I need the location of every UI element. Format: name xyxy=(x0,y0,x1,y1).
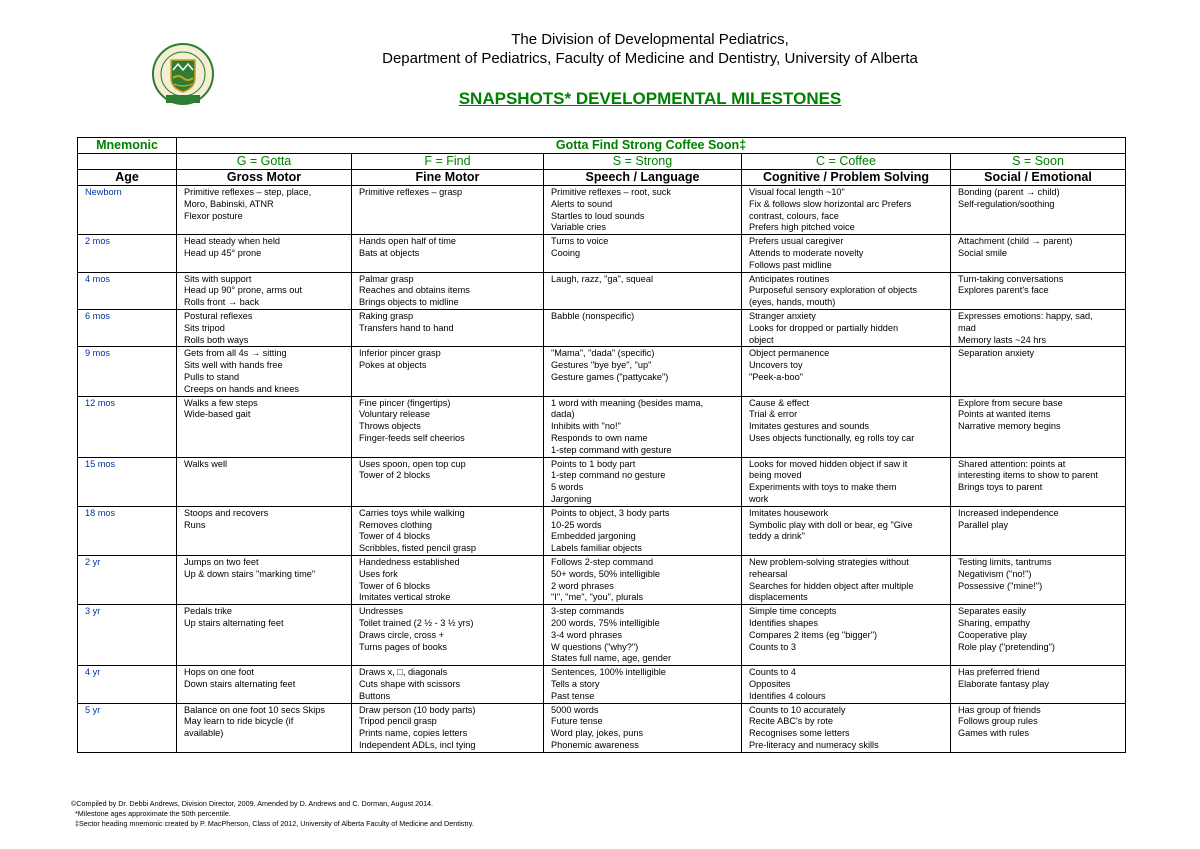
milestone-item: 1-step command no gesture xyxy=(551,470,666,481)
milestone-item: Anticipates routines xyxy=(749,273,830,284)
milestone-item: Searches for hidden object after multiple xyxy=(749,580,914,591)
age-cell: 18 mos xyxy=(78,506,177,555)
domain-cognitive: Cognitive / Problem Solving xyxy=(742,170,951,186)
milestone-item: 5000 words xyxy=(551,704,599,715)
milestone-item: Separates easily xyxy=(958,606,1026,617)
milestone-item: 3-step commands xyxy=(551,606,625,617)
milestone-item: Uses objects functionally, eg rolls toy car xyxy=(749,432,915,443)
milestone-item: Head steady when held xyxy=(184,236,281,247)
milestone-item: Recite ABC's by rote xyxy=(749,716,833,727)
letter-gross: G = Gotta xyxy=(177,154,352,170)
cognitive-cell xyxy=(742,506,951,555)
milestone-item: Laugh, razz, "ga", squeal xyxy=(551,273,654,284)
milestone-item: Finger-feeds self cheerios xyxy=(359,432,465,443)
milestone-item: Explore from secure base xyxy=(958,397,1063,408)
milestone-item: Jargoning xyxy=(551,493,592,504)
milestone-row xyxy=(78,309,1126,346)
speech-cell xyxy=(544,555,742,604)
milestone-item: Has preferred friend xyxy=(958,667,1040,678)
milestone-item: Alerts to sound xyxy=(551,198,613,209)
milestone-item: Parallel play xyxy=(958,519,1009,530)
speech-cell xyxy=(544,506,742,555)
milestone-item: dada) xyxy=(551,409,575,420)
age-cell: 5 yr xyxy=(78,703,177,752)
fine-cell xyxy=(352,309,544,346)
milestone-item: Turn-taking conversations xyxy=(958,273,1064,284)
milestone-item: 1 word with meaning (besides mama, xyxy=(551,397,704,408)
age-header: Age xyxy=(78,170,177,186)
milestone-item: Moro, Babinski, ATNR xyxy=(184,198,274,209)
fine-cell xyxy=(352,272,544,309)
milestone-item: Explores parent's face xyxy=(958,285,1049,296)
milestone-item: Prefers high pitched voice xyxy=(749,222,855,233)
age-cell: 9 mos xyxy=(78,347,177,396)
milestone-item: 50+ words, 50% intelligible xyxy=(551,568,661,579)
milestone-item: Up & down stairs "marking time" xyxy=(184,568,316,579)
milestone-item: Responds to own name xyxy=(551,432,648,443)
milestone-item: Counts to 10 accurately xyxy=(749,704,846,715)
milestone-item: Uncovers toy xyxy=(749,360,803,371)
milestone-item: Draws x, □, diagonals xyxy=(359,667,448,678)
milestone-row xyxy=(78,347,1126,396)
fine-cell xyxy=(352,396,544,457)
milestone-item: Throws objects xyxy=(359,421,421,432)
milestone-item: Independent ADLs, incl tying xyxy=(359,739,476,750)
milestone-item: 3-4 word phrases xyxy=(551,629,622,640)
milestone-item: Points to object, 3 body parts xyxy=(551,507,670,518)
fine-cell xyxy=(352,457,544,506)
cognitive-cell xyxy=(742,186,951,235)
milestone-item: Sharing, empathy xyxy=(958,617,1031,628)
social-cell xyxy=(951,272,1126,309)
milestone-item: Scribbles, fisted pencil grasp xyxy=(359,543,476,554)
milestone-item: available) xyxy=(184,728,224,739)
milestone-item: Recognises some letters xyxy=(749,728,850,739)
milestone-item: Role play ("pretending") xyxy=(958,641,1055,652)
milestone-item: Rolls both ways xyxy=(184,334,249,345)
age-cell: 2 yr xyxy=(78,555,177,604)
milestone-row xyxy=(78,396,1126,457)
milestone-item: Sits well with hands free xyxy=(184,360,283,371)
fine-cell xyxy=(352,605,544,666)
milestone-item: Has group of friends xyxy=(958,704,1041,715)
milestone-item: Flexor posture xyxy=(184,210,243,221)
cognitive-cell xyxy=(742,605,951,666)
milestone-item: Draws circle, cross + xyxy=(359,629,444,640)
gross-cell xyxy=(177,396,352,457)
gross-cell xyxy=(177,347,352,396)
social-cell xyxy=(951,347,1126,396)
speech-cell xyxy=(544,457,742,506)
milestone-item: Gets from all 4s → sitting xyxy=(184,348,287,359)
milestone-item: Postural reflexes xyxy=(184,310,253,321)
age-cell: Newborn xyxy=(78,186,177,235)
milestone-item: Brings toys to parent xyxy=(958,482,1043,493)
milestone-item: Elaborate fantasy play xyxy=(958,678,1049,689)
age-cell: 6 mos xyxy=(78,309,177,346)
milestone-item: Transfers hand to hand xyxy=(359,322,454,333)
milestone-item: being moved xyxy=(749,470,802,481)
milestone-item: Turns to voice xyxy=(551,236,609,247)
milestone-item: Imitates vertical stroke xyxy=(359,592,451,603)
milestone-item: teddy a drink" xyxy=(749,531,805,542)
fine-cell xyxy=(352,235,544,272)
cognitive-cell xyxy=(742,703,951,752)
milestone-item: Bonding (parent → child) xyxy=(958,187,1060,197)
cognitive-cell xyxy=(742,396,951,457)
milestone-item: Brings objects to midline xyxy=(359,297,459,308)
milestone-row xyxy=(78,605,1126,666)
gross-cell xyxy=(177,309,352,346)
milestone-item: Labels familiar objects xyxy=(551,543,642,554)
letters-blank-cell xyxy=(78,154,177,170)
milestone-item: Jumps on two feet xyxy=(184,556,259,567)
milestone-item: Embedded jargoning xyxy=(551,531,636,542)
milestone-item: Tripod pencil grasp xyxy=(359,716,437,727)
milestone-item: 2 word phrases xyxy=(551,580,614,591)
milestone-item: rehearsal xyxy=(749,568,788,579)
milestone-item: States full name, age, gender xyxy=(551,653,672,664)
milestone-item: Identifies shapes xyxy=(749,617,818,628)
gross-cell xyxy=(177,506,352,555)
milestone-item: interesting items to show to parent xyxy=(958,470,1098,481)
header-department: Department of Pediatrics, Faculty of Medicine and Dentistry, University of Alberta xyxy=(382,50,918,67)
milestone-item: Object permanence xyxy=(749,348,830,359)
speech-cell xyxy=(544,605,742,666)
social-cell xyxy=(951,666,1126,703)
milestone-item: Hands open half of time xyxy=(359,236,457,247)
milestone-item: Visual focal length ~10" xyxy=(749,187,845,197)
milestone-item: Turns pages of books xyxy=(359,641,448,652)
milestone-item: Inferior pincer grasp xyxy=(359,348,441,359)
milestone-row xyxy=(78,506,1126,555)
milestone-item: Word play, jokes, puns xyxy=(551,728,644,739)
letter-speech: S = Strong xyxy=(544,154,742,170)
milestone-item: Compares 2 items (eg "bigger") xyxy=(749,629,878,640)
mnemonic-phrase: Gotta Find Strong Coffee Soon‡ xyxy=(177,138,1126,154)
milestone-item: "I", "me", "you", plurals xyxy=(551,592,644,603)
milestone-item: Bats at objects xyxy=(359,247,420,258)
milestone-item: Uses fork xyxy=(359,568,398,579)
milestone-item: Removes clothing xyxy=(359,519,433,530)
milestone-item: Pre-literacy and numeracy skills xyxy=(749,739,879,750)
milestone-item: displacements xyxy=(749,592,808,603)
milestone-item: Tower of 6 blocks xyxy=(359,580,430,591)
social-cell xyxy=(951,457,1126,506)
milestone-row xyxy=(78,457,1126,506)
milestone-item: Babble (nonspecific) xyxy=(551,310,635,321)
speech-cell xyxy=(544,396,742,457)
footer-credit: ©Compiled by Dr. Debbi Andrews, Division Director, 2009. Amended by D. Andrews and C. Dorman, August 2014. xyxy=(71,799,434,808)
milestone-item: Symbolic play with doll or bear, eg "Give xyxy=(749,519,913,530)
milestone-item: Walks a few steps xyxy=(184,397,258,408)
milestone-item: Primitive reflexes – grasp xyxy=(359,187,463,197)
milestone-item: Wide-based gait xyxy=(184,409,251,420)
milestone-item: Simple time concepts xyxy=(749,606,837,617)
gross-cell xyxy=(177,703,352,752)
milestone-item: Follows group rules xyxy=(958,716,1038,727)
milestone-item: Buttons xyxy=(359,690,391,701)
social-cell xyxy=(951,186,1126,235)
social-cell xyxy=(951,506,1126,555)
milestone-item: Follows past midline xyxy=(749,259,832,270)
milestone-item: Tower of 2 blocks xyxy=(359,470,430,481)
milestone-item: Attachment (child → parent) xyxy=(958,236,1073,247)
milestone-item: 5 words xyxy=(551,482,584,493)
age-cell: 15 mos xyxy=(78,457,177,506)
milestone-item: Shared attention: points at xyxy=(958,458,1066,469)
milestone-item: Counts to 3 xyxy=(749,641,796,652)
milestone-item: Draw person (10 body parts) xyxy=(359,704,476,715)
milestone-item: work xyxy=(749,493,769,504)
milestone-item: Inhibits with "no!" xyxy=(551,421,621,432)
social-cell xyxy=(951,235,1126,272)
gross-cell xyxy=(177,666,352,703)
milestone-item: Counts to 4 xyxy=(749,667,796,678)
milestone-item: Creeps on hands and knees xyxy=(184,383,299,394)
footer-mnemonic-note: ‡Sector heading mnemonic created by P. MacPherson, Class of 2012, University of Alberta Faculty of Medicine and Dentistry. xyxy=(75,819,474,828)
header-division: The Division of Developmental Pediatrics, xyxy=(511,31,789,48)
mnemonic-row xyxy=(78,138,1126,154)
milestone-item: Up stairs alternating feet xyxy=(184,617,284,628)
social-cell xyxy=(951,309,1126,346)
cognitive-cell xyxy=(742,457,951,506)
milestone-item: W questions ("why?") xyxy=(551,641,639,652)
milestone-item: Prints name, copies letters xyxy=(359,728,468,739)
milestone-item: Increased independence xyxy=(958,507,1059,518)
milestone-item: 200 words, 75% intelligible xyxy=(551,617,660,628)
gross-cell xyxy=(177,272,352,309)
milestone-item: "Mama", "dada" (specific) xyxy=(551,348,655,359)
milestone-item: Cuts shape with scissors xyxy=(359,678,461,689)
milestone-item: Hops on one foot xyxy=(184,667,254,678)
milestone-item: Phonemic awareness xyxy=(551,739,639,750)
social-cell xyxy=(951,605,1126,666)
milestone-item: Pulls to stand xyxy=(184,371,240,382)
milestone-item: 1-step command with gesture xyxy=(551,444,672,455)
cognitive-cell xyxy=(742,309,951,346)
milestone-item: Negativism ("no!") xyxy=(958,568,1032,579)
milestone-item: Cooing xyxy=(551,247,581,258)
gross-cell xyxy=(177,555,352,604)
milestones-table xyxy=(77,137,1126,753)
age-cell: 4 yr xyxy=(78,666,177,703)
cognitive-cell xyxy=(742,347,951,396)
age-cell: 12 mos xyxy=(78,396,177,457)
milestone-item: Sits tripod xyxy=(184,322,225,333)
domain-fine-motor: Fine Motor xyxy=(352,170,544,186)
milestone-item: Cooperative play xyxy=(958,629,1027,640)
letter-fine: F = Find xyxy=(352,154,544,170)
milestone-item: 10-25 words xyxy=(551,519,602,530)
milestone-item: Gestures "bye bye", "up" xyxy=(551,360,652,371)
milestone-item: Past tense xyxy=(551,690,595,701)
milestone-item: Tower of 4 blocks xyxy=(359,531,430,542)
milestone-item: Primitive reflexes – root, suck xyxy=(551,187,671,197)
milestone-item: mad xyxy=(958,322,976,333)
cognitive-cell xyxy=(742,235,951,272)
milestone-item: Tells a story xyxy=(551,678,600,689)
cognitive-cell xyxy=(742,666,951,703)
fine-cell xyxy=(352,186,544,235)
speech-cell xyxy=(544,347,742,396)
milestone-item: Cause & effect xyxy=(749,397,810,408)
milestone-item: Carries toys while walking xyxy=(359,507,465,518)
fine-cell xyxy=(352,666,544,703)
milestone-item: "Peek-a-boo" xyxy=(749,371,804,382)
age-cell: 2 mos xyxy=(78,235,177,272)
milestone-item: Runs xyxy=(184,519,206,530)
milestone-item: Looks for dropped or partially hidden xyxy=(749,322,899,333)
letters-row xyxy=(78,154,1126,170)
milestone-item: Voluntary release xyxy=(359,409,430,420)
fine-cell xyxy=(352,506,544,555)
milestone-item: Primitive reflexes – step, place, xyxy=(184,187,312,197)
speech-cell xyxy=(544,703,742,752)
milestone-item: Possessive ("mine!") xyxy=(958,580,1043,591)
milestone-item: Attends to moderate novelty xyxy=(749,247,864,258)
age-cell: 4 mos xyxy=(78,272,177,309)
milestone-item: Sentences, 100% intelligible xyxy=(551,667,666,678)
milestone-item: Fine pincer (fingertips) xyxy=(359,397,451,408)
footer-milestone-note: *Milestone ages approximate the 50th percentile. xyxy=(75,809,231,818)
milestone-item: Stoops and recovers xyxy=(184,507,269,518)
milestone-item: Toilet trained (2 ½ - 3 ½ yrs) xyxy=(359,617,474,628)
milestone-item: Raking grasp xyxy=(359,310,414,321)
speech-cell xyxy=(544,186,742,235)
cognitive-cell xyxy=(742,272,951,309)
fine-cell xyxy=(352,703,544,752)
gross-cell xyxy=(177,457,352,506)
milestone-item: Games with rules xyxy=(958,728,1029,739)
domain-gross-motor: Gross Motor xyxy=(177,170,352,186)
milestone-row xyxy=(78,235,1126,272)
milestone-item: Palmar grasp xyxy=(359,273,414,284)
mnemonic-label: Mnemonic xyxy=(78,138,177,154)
milestone-item: Points to 1 body part xyxy=(551,458,636,469)
milestone-item: May learn to ride bicycle (if xyxy=(184,716,294,727)
milestone-item: Points at wanted items xyxy=(958,409,1051,420)
cognitive-cell xyxy=(742,555,951,604)
milestone-item: Trial & error xyxy=(749,409,798,420)
milestone-item: Balance on one foot 10 secs Skips xyxy=(184,704,325,715)
milestone-item: Stranger anxiety xyxy=(749,310,816,321)
milestone-item: New problem-solving strategies without xyxy=(749,556,909,567)
milestone-item: Prefers usual caregiver xyxy=(749,236,844,247)
milestone-item: contrast, colours, face xyxy=(749,210,839,221)
gross-cell xyxy=(177,605,352,666)
social-cell xyxy=(951,396,1126,457)
milestone-item: Narrative memory begins xyxy=(958,421,1061,432)
milestone-item: Imitates gestures and sounds xyxy=(749,421,870,432)
milestone-item: Gesture games ("pattycake") xyxy=(551,371,669,382)
speech-cell xyxy=(544,235,742,272)
milestone-item: Future tense xyxy=(551,716,603,727)
speech-cell xyxy=(544,309,742,346)
milestone-row xyxy=(78,272,1126,309)
speech-cell xyxy=(544,272,742,309)
gross-cell xyxy=(177,235,352,272)
milestone-item: Startles to loud sounds xyxy=(551,210,645,221)
milestone-item: Self-regulation/soothing xyxy=(958,198,1055,209)
social-cell xyxy=(951,703,1126,752)
milestone-item: Undresses xyxy=(359,606,403,617)
milestone-item: Fix & follows slow horizontal arc Prefers xyxy=(749,198,912,209)
milestone-item: Imitates housework xyxy=(749,507,829,518)
domain-social-emotional: Social / Emotional xyxy=(951,170,1126,186)
domain-speech-language: Speech / Language xyxy=(544,170,742,186)
age-cell: 3 yr xyxy=(78,605,177,666)
milestone-row xyxy=(78,666,1126,703)
page-title: SNAPSHOTS* DEVELOPMENTAL MILESTONES xyxy=(458,89,842,108)
milestone-item: Rolls front → back xyxy=(184,297,260,308)
gross-cell xyxy=(177,186,352,235)
milestone-item: Separation anxiety xyxy=(958,348,1035,359)
milestone-item: Experiments with toys to make them xyxy=(749,482,897,493)
footer-notes xyxy=(71,799,474,829)
milestone-item: Purposeful sensory exploration of objects xyxy=(749,285,918,296)
milestone-item: Walks well xyxy=(184,458,228,469)
domain-header-row xyxy=(78,170,1126,186)
milestone-item: Identifies 4 colours xyxy=(749,690,826,701)
milestone-row xyxy=(78,555,1126,604)
milestone-item: object xyxy=(749,334,774,345)
milestone-row xyxy=(78,703,1126,752)
milestone-item: Looks for moved hidden object if saw it xyxy=(749,458,908,469)
social-cell xyxy=(951,555,1126,604)
milestone-item: Pokes at objects xyxy=(359,360,427,371)
milestone-item: Down stairs alternating feet xyxy=(184,678,296,689)
milestone-item: Social smile xyxy=(958,247,1008,258)
milestone-item: Sits with support xyxy=(184,273,252,284)
milestone-item: Head up 45° prone xyxy=(184,247,262,258)
milestone-item: (eyes, hands, mouth) xyxy=(749,297,836,308)
milestone-row xyxy=(78,186,1126,235)
milestone-item: Follows 2-step command xyxy=(551,556,654,567)
milestone-item: Head up 90° prone, arms out xyxy=(184,285,303,296)
speech-cell xyxy=(544,666,742,703)
letter-cognitive: C = Coffee xyxy=(742,154,951,170)
milestone-item: Opposites xyxy=(749,678,791,689)
milestone-item: Pedals trike xyxy=(184,606,233,617)
milestone-item: Expresses emotions: happy, sad, xyxy=(958,310,1093,321)
fine-cell xyxy=(352,347,544,396)
milestone-item: Memory lasts ~24 hrs xyxy=(958,334,1047,345)
milestone-item: Variable cries xyxy=(551,222,606,233)
milestone-item: Uses spoon, open top cup xyxy=(359,458,466,469)
milestone-item: Testing limits, tantrums xyxy=(958,556,1052,567)
fine-cell xyxy=(352,555,544,604)
milestone-item: Handedness established xyxy=(359,556,460,567)
letter-social: S = Soon xyxy=(951,154,1126,170)
milestone-item: Reaches and obtains items xyxy=(359,285,470,296)
